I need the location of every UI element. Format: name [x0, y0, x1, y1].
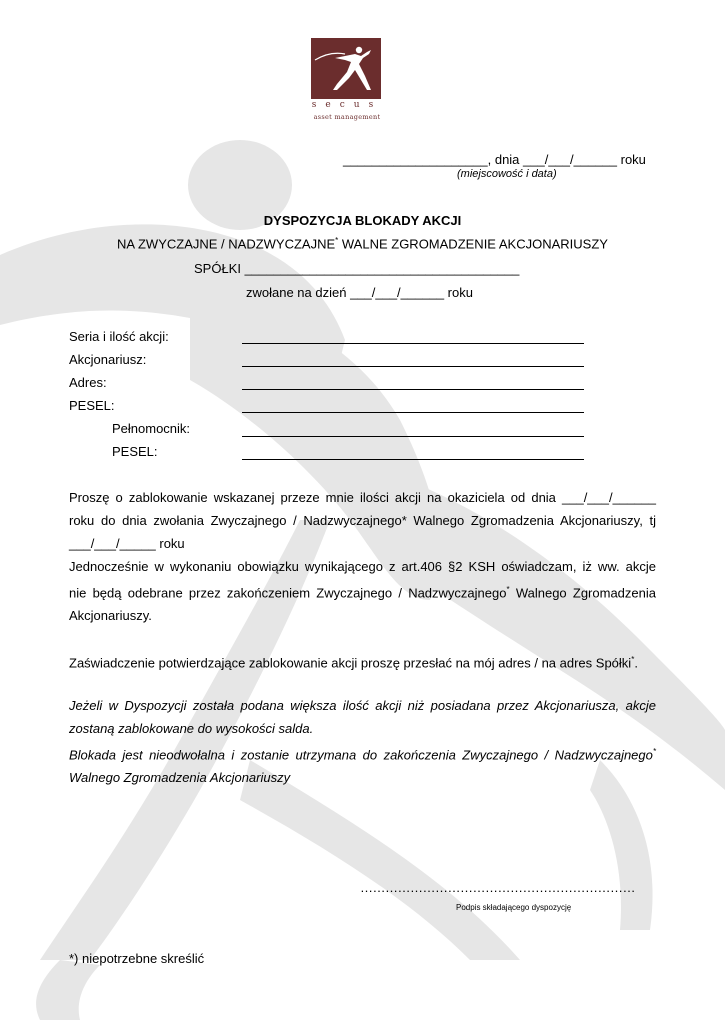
- field-line-pesel[interactable]: [242, 412, 584, 413]
- field-label-shares: Seria i ilość akcji:: [69, 329, 169, 344]
- title-line2-b: WALNE ZGROMADZENIE AKCJONARIUSZY: [338, 236, 608, 252]
- title-line2-a: NA ZWYCZAJNE / NADZWYCZAJNE: [117, 236, 336, 252]
- request-line-1: Proszę o zablokowanie wskazanej przeze mnie ilości akcji na okaziciela od dnia ___/___/______: [69, 490, 656, 505]
- field-line-proxy[interactable]: [242, 436, 584, 437]
- footnote-mark: *: [506, 585, 510, 594]
- field-line-address[interactable]: [242, 389, 584, 390]
- certificate-text: Zaświadczenie potwierdzające zablokowanie akcji proszę przesłać na mój adres / na adres Spółki: [69, 655, 632, 671]
- declaration-line-2-b: Walnego Zgromadzenia: [509, 585, 656, 601]
- request-line-3: ___/___/_____ roku: [69, 536, 185, 551]
- field-line-shareholder[interactable]: [242, 366, 584, 367]
- meeting-date-line: zwołane na dzień ___/___/______ roku: [246, 285, 473, 300]
- field-label-address: Adres:: [69, 375, 107, 390]
- signature-line[interactable]: …………………………………………………………: [360, 880, 635, 895]
- field-label-shareholder: Akcjonariusz:: [69, 352, 147, 367]
- logo-tagline: asset management: [313, 113, 381, 121]
- footnote-mark: *: [652, 747, 656, 756]
- title-meeting-type: [0, 236, 725, 251]
- request-line-2: roku do dnia zwołania Zwyczajnego / Nadzwyczajnego* Walnego Zgromadzenia Akcjonariuszy, tj: [69, 513, 656, 528]
- declaration-line-1: Jednocześnie w wykonaniu obowiązku wynikającego z art.406 §2 KSH oświadczam, iż ww. akcje: [69, 559, 656, 574]
- date-blank: , dnia ___/___/______ roku: [487, 152, 646, 167]
- declaration-line-2-a: nie będą odebrane przez zakończeniem Zwyczajnego / Nadzwyczajnego: [69, 585, 507, 601]
- field-line-proxy-pesel[interactable]: [242, 459, 584, 460]
- footnote-mark: *: [335, 236, 339, 245]
- signature-caption: Podpis składającego dyspozycję: [456, 903, 572, 912]
- document-title: DYSPOZYCJA BLOKADY AKCJI: [263, 213, 462, 228]
- date-caption: (miejscowość i data): [457, 168, 557, 180]
- date-line: [343, 152, 646, 167]
- field-label-pesel: PESEL:: [69, 398, 115, 413]
- request-paragraph: [69, 486, 656, 555]
- note-line-3: [69, 740, 656, 766]
- note-line-3-text: Blokada jest nieodwołalna i zostanie utrzymana do zakończenia Zwyczajnego / Nadzwyczajnego: [69, 747, 653, 763]
- logo-wordmark: secus: [311, 100, 383, 110]
- footnote-mark: *: [631, 655, 635, 664]
- declaration-line-3: Akcjonariuszy.: [69, 608, 152, 624]
- italic-notes: [69, 694, 656, 789]
- declaration-line-2: [69, 578, 656, 604]
- declaration-paragraph: [69, 555, 656, 627]
- runner-logo-icon: [311, 38, 381, 99]
- certificate-period: .: [634, 655, 638, 671]
- field-label-proxy-pesel: PESEL:: [112, 444, 158, 459]
- field-label-proxy: Pełnomocnik:: [112, 421, 191, 436]
- note-line-4: Walnego Zgromadzenia Akcjonariuszy: [69, 770, 291, 786]
- company-name-line: SPÓŁKI ______________________________________: [194, 261, 520, 276]
- note-line-2: zostaną zablokowane do wysokości salda.: [69, 721, 314, 736]
- field-line-shares[interactable]: [242, 343, 584, 344]
- certificate-paragraph: [69, 648, 656, 674]
- place-blank: ____________________: [343, 152, 488, 167]
- company-logo: [311, 38, 381, 99]
- note-line-1: Jeżeli w Dyspozycji została podana większa ilość akcji niż posiadana przez Akcjonariusza, akcje: [69, 698, 656, 713]
- footnote: *) niepotrzebne skreślić: [69, 951, 205, 966]
